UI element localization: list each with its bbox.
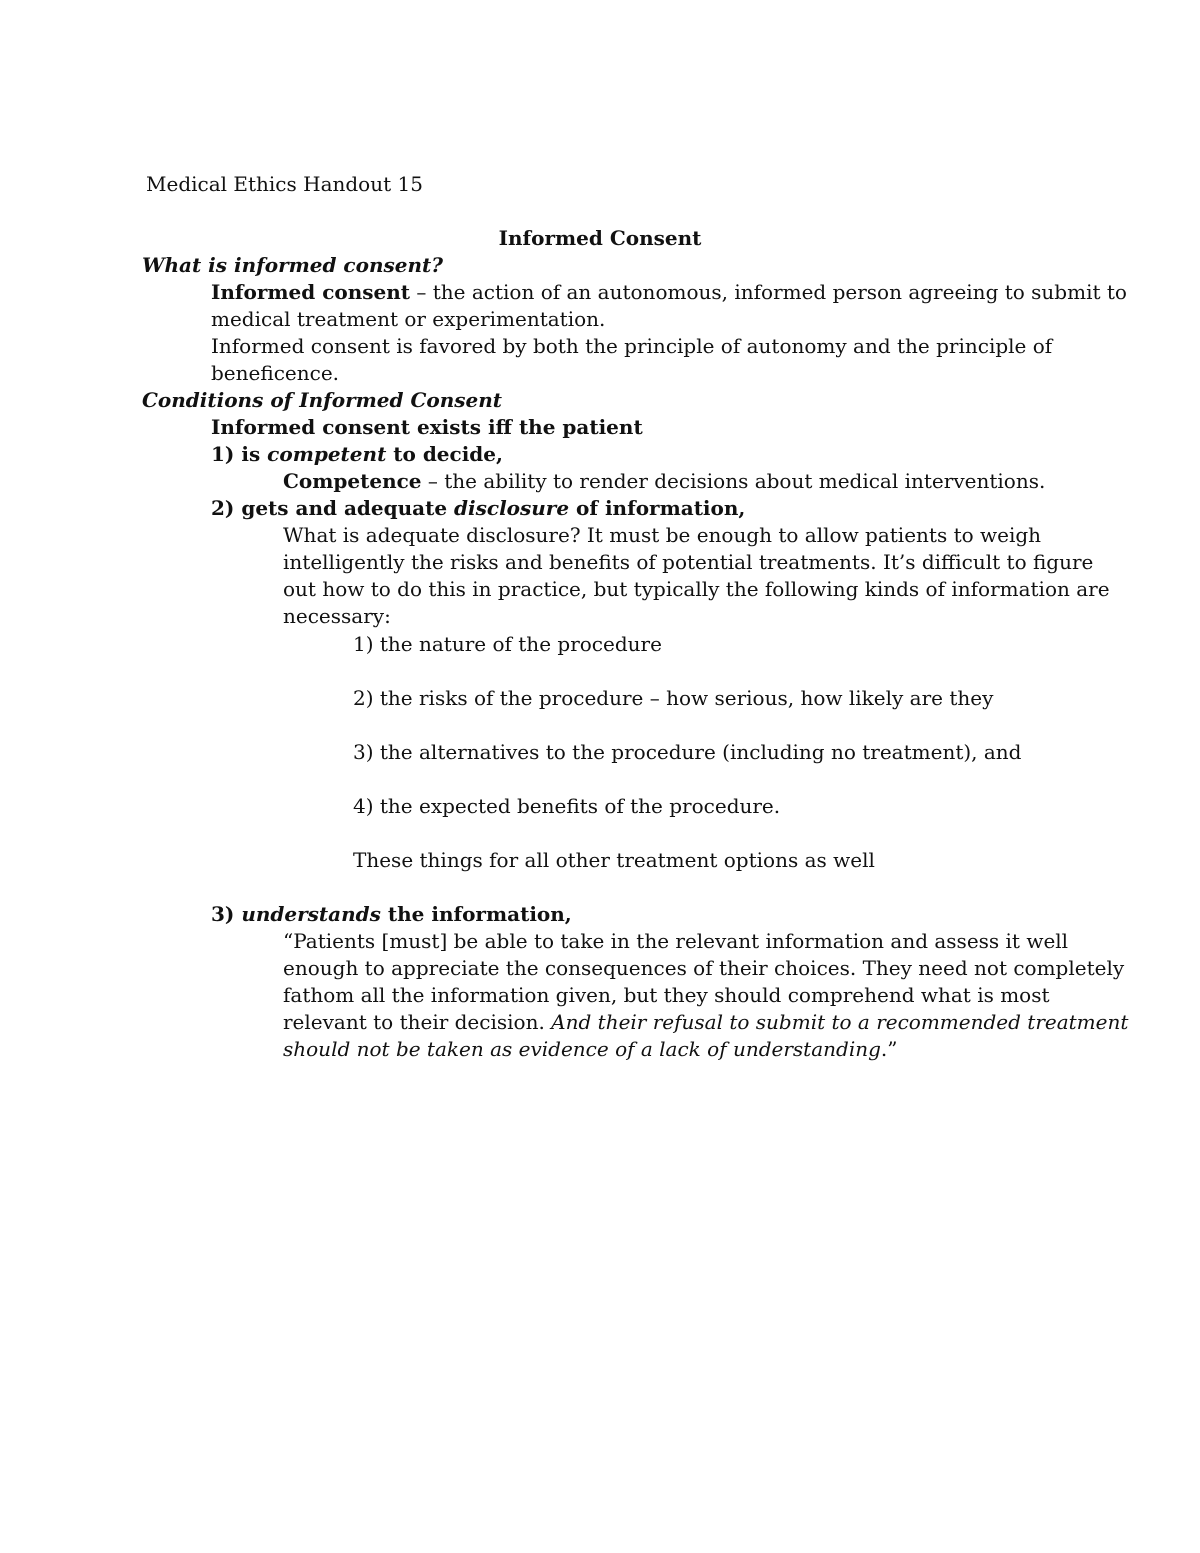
favored-line-1: Informed consent is favored by both the principle of autonomy and the principle of: [211, 334, 1053, 358]
list-item: 1) the nature of the procedure: [353, 632, 662, 656]
conditions-intro: Informed consent exists iff the patient: [211, 415, 643, 439]
definition-text: – the action of an autonomous, informed person agreeing to submit to: [410, 280, 1127, 304]
quote-emphasis-2: should not be taken as evidence of a lack of understanding: [283, 1037, 881, 1061]
disclosure-paragraph-line-3: out how to do this in practice, but typically the following kinds of information are: [283, 577, 1110, 601]
list-item: 2) the risks of the procedure – how serious, how likely are they: [353, 686, 994, 710]
competence-term: Competence: [283, 469, 422, 493]
quote-line-4: relevant to their decision. And their refusal to submit to a recommended treatment: [283, 1010, 1129, 1034]
condition-1-heading: 1) is competent to decide,: [211, 442, 503, 466]
disclosure-paragraph-line-2: intelligently the risks and benefits of potential treatments. It’s difficult to figure: [283, 550, 1094, 574]
disclosure-paragraph-line-1: What is adequate disclosure? It must be enough to allow patients to weigh: [283, 523, 1042, 547]
definition-line-1: [211, 279, 1127, 306]
disclosure-closing: These things for all other treatment options as well: [353, 848, 875, 872]
quote-emphasis-1: And their refusal to submit to a recommended treatment: [551, 1010, 1129, 1034]
quote-line-3: fathom all the information given, but they should comprehend what is most: [283, 983, 1050, 1007]
condition-3-key: understands: [241, 902, 381, 926]
section-heading-what-is: What is informed consent?: [142, 253, 443, 277]
condition-3-heading: 3) understands the information,: [211, 902, 572, 926]
definition-term: Informed consent: [211, 280, 411, 304]
condition-2-heading: 2) gets and adequate disclosure of information,: [211, 496, 746, 520]
condition-1-key: competent: [267, 442, 387, 466]
quote-line-5: should not be taken as evidence of a lack of understanding.”: [283, 1037, 898, 1061]
list-item: 4) the expected benefits of the procedure.: [353, 794, 781, 818]
definition-line-2: medical treatment or experimentation.: [211, 307, 606, 331]
competence-definition: Competence – the ability to render decisions about medical interventions.: [283, 469, 1046, 493]
condition-2-key: disclosure: [454, 496, 570, 520]
disclosure-paragraph-line-4: necessary:: [283, 604, 391, 628]
quote-line-1: “Patients [must] be able to take in the relevant information and assess it well: [283, 929, 1069, 953]
favored-line-2: beneficence.: [211, 361, 340, 385]
quote-line-2: enough to appreciate the consequences of their choices. They need not completely: [283, 956, 1125, 980]
document-title: Informed Consent: [498, 226, 702, 250]
handout-label: Medical Ethics Handout 15: [146, 172, 423, 196]
list-item: 3) the alternatives to the procedure (including no treatment), and: [353, 740, 1022, 764]
section-heading-conditions: Conditions of Informed Consent: [142, 388, 502, 412]
